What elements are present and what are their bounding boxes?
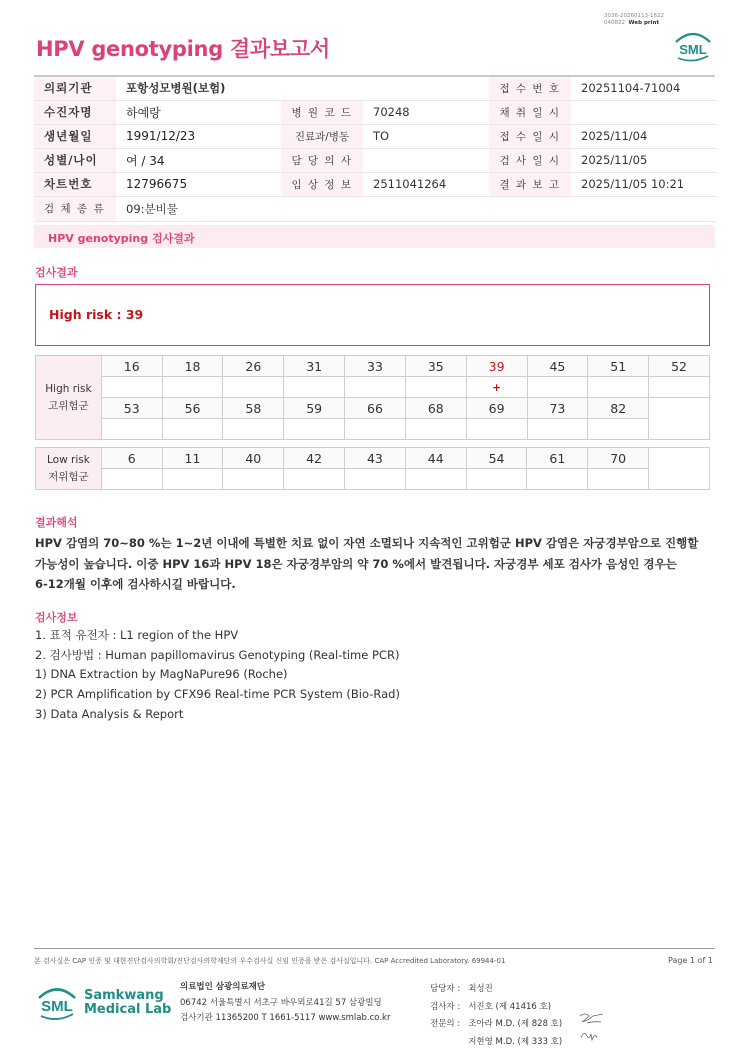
genotype-cell-positive: 39 [466, 356, 527, 377]
interpretation-heading: 결과해석 [35, 516, 78, 529]
document-code [604, 13, 664, 27]
staff-list [428, 980, 564, 1052]
sml-logo [672, 26, 714, 62]
document-code-number: 040822 [604, 20, 625, 26]
genotype-cell: 35 [405, 356, 466, 377]
low-risk-label [36, 448, 102, 490]
genotype-cell: 40 [223, 448, 284, 469]
genotype-cell: 16 [101, 356, 162, 377]
result-cell [527, 377, 588, 398]
test-date-value: 2025/11/05 [571, 148, 715, 172]
staff-name: 지현영 M.D. (제 333 호) [468, 1036, 563, 1047]
staff-role [430, 1035, 466, 1051]
result-cell [466, 469, 527, 490]
lab-name-line2: Medical Lab [84, 1002, 172, 1017]
document-code-line2 [604, 20, 664, 27]
genotype-cell: 43 [345, 448, 406, 469]
sml-footer-logo [36, 981, 78, 1021]
staff-role: 담당자 : [430, 984, 461, 994]
method-line: 2) PCR Amplification by CFX96 Real-time PCR System (Bio-Rad) [35, 687, 400, 702]
dob-label: 생년월일 [34, 124, 116, 148]
sex-age-value: 여 / 34 [116, 148, 281, 172]
result-cell [345, 419, 406, 440]
result-cell [223, 469, 284, 490]
clinical-value: 2511041264 [363, 172, 489, 196]
genotype-cell: 51 [588, 356, 649, 377]
method-heading: 검사정보 [35, 611, 78, 624]
result-cell [162, 419, 223, 440]
result-cell [101, 419, 162, 440]
result-cell [588, 419, 649, 440]
staff-role: 전문의 : [430, 1019, 461, 1029]
method-line: 3) Data Analysis & Report [35, 706, 184, 721]
name-value: 하예랑 [116, 100, 281, 124]
collect-date-label: 채 취 일 시 [489, 100, 571, 124]
genotype-cell: 54 [466, 448, 527, 469]
receipt-date-value: 2025/11/04 [571, 124, 715, 148]
result-cell [527, 469, 588, 490]
method-line: 2. 검사방법 : Human papillomavirus Genotyping (Real-time PCR) [35, 647, 400, 662]
sex-age-label: 성별/나이 [34, 148, 116, 172]
result-heading: 검사결과 [35, 266, 78, 279]
result-cell [284, 377, 345, 398]
dept-label: 진료과/병동 [281, 124, 363, 148]
genotype-cell: 18 [162, 356, 223, 377]
specimen-value: 09:분비물 [116, 196, 715, 221]
doctor-value [363, 148, 489, 172]
high-risk-label [36, 356, 102, 440]
interpretation-text [35, 533, 715, 595]
lab-name-line1: Samkwang [84, 988, 164, 1003]
genotype-cell: 45 [527, 356, 588, 377]
genotype-cell: 44 [405, 448, 466, 469]
staff-name: 조아라 M.D. (제 828 호) [468, 1019, 563, 1029]
genotype-cell: 70 [588, 448, 649, 469]
genotype-cell: 59 [284, 398, 345, 419]
collect-date-value [571, 100, 715, 124]
result-cell [405, 377, 466, 398]
result-cell [588, 377, 649, 398]
section-title-bar: HPV genotyping 검사결과 [34, 225, 715, 248]
patient-info-table [34, 75, 715, 222]
lab-name [84, 989, 171, 1017]
result-cell [588, 469, 649, 490]
genotype-cell: 69 [466, 398, 527, 419]
genotype-cell: 6 [101, 448, 162, 469]
result-cell [223, 377, 284, 398]
report-title: HPV genotyping 결과보고서 [36, 37, 330, 61]
high-risk-label-ko: 고위험군 [48, 399, 89, 412]
result-box [35, 284, 710, 346]
genotype-cell: 61 [527, 448, 588, 469]
client-label: 의뢰기관 [34, 76, 116, 100]
result-cell [284, 419, 345, 440]
corporation-address: 06742 서울특별시 서초구 바우뫼로41길 57 삼광빌딩 [180, 997, 382, 1008]
document-code-line1: 3036-20260113-1622 [604, 13, 664, 19]
staff-name: 서진호 (제 41416 호) [468, 1001, 552, 1012]
doctor-label: 담 당 의 사 [281, 148, 363, 172]
staff-role: 검사자 : [430, 1001, 461, 1012]
sml-logo-text: SML [679, 42, 707, 57]
sml-footer-logo-text: SML [41, 998, 73, 1015]
genotype-cell-empty [649, 398, 710, 440]
method-list [35, 626, 400, 725]
genotype-cell: 31 [284, 356, 345, 377]
result-cell [162, 377, 223, 398]
hospital-code-label: 병 원 코 드 [281, 100, 363, 124]
receipt-no-label: 접 수 번 호 [489, 76, 571, 100]
genotype-cell: 58 [223, 398, 284, 419]
signature-2 [577, 1026, 607, 1044]
interpretation-line: 가능성이 높습니다. 이중 HPV 16과 HPV 18은 자궁경부암의 약 70 %에서 발견됩니다. 자궁경부 세포 검사가 음성인 경우는 [35, 556, 677, 571]
name-label: 수진자명 [34, 100, 116, 124]
corporation-name: 의료법인 삼광의료재단 [180, 982, 266, 992]
client-value: 포항성모병원(보험) [116, 76, 489, 100]
genotype-cell: 11 [162, 448, 223, 469]
genotype-cell: 68 [405, 398, 466, 419]
positive-mark: + [466, 377, 527, 398]
result-cell [284, 469, 345, 490]
method-line: 1) DNA Extraction by MagNaPure96 (Roche) [35, 667, 288, 682]
method-line: 1. 표적 유전자 : L1 region of the HPV [35, 628, 239, 642]
genotype-cell: 82 [588, 398, 649, 419]
dept-value: TO [363, 124, 489, 148]
footer-divider [34, 948, 715, 949]
result-cell [162, 469, 223, 490]
result-cell [405, 469, 466, 490]
genotype-cell: 33 [345, 356, 406, 377]
low-risk-label-en: Low risk [47, 453, 90, 466]
high-risk-label-en: High risk [45, 382, 92, 395]
result-text: High risk : 39 [49, 307, 144, 322]
result-cell [101, 469, 162, 490]
test-date-label: 검 사 일 시 [489, 148, 571, 172]
interpretation-line: 6-12개월 이후에 검사하시길 바랍니다. [35, 577, 236, 591]
dob-value: 1991/12/23 [116, 124, 281, 148]
genotype-cell: 42 [284, 448, 345, 469]
genotype-cell: 66 [345, 398, 406, 419]
low-risk-label-ko: 저위험군 [48, 470, 89, 483]
genotype-cell: 73 [527, 398, 588, 419]
result-cell [466, 419, 527, 440]
result-cell [223, 419, 284, 440]
result-cell [649, 377, 710, 398]
corporation-info [180, 980, 390, 1027]
staff-name: 최성진 [468, 984, 493, 994]
receipt-no-value: 20251104-71004 [571, 76, 715, 100]
result-cell [101, 377, 162, 398]
chart-no-label: 차트번호 [34, 172, 116, 196]
report-date-value: 2025/11/05 10:21 [571, 172, 715, 196]
hospital-code-value: 70248 [363, 100, 489, 124]
result-cell [345, 377, 406, 398]
web-print-label: Web print [628, 20, 660, 26]
specimen-label: 검 체 종 류 [34, 196, 116, 221]
genotype-cell-empty [649, 448, 710, 490]
genotype-cell: 26 [223, 356, 284, 377]
receipt-date-label: 접 수 일 시 [489, 124, 571, 148]
result-cell [405, 419, 466, 440]
report-date-label: 결 과 보 고 [489, 172, 571, 196]
genotype-cell: 52 [649, 356, 710, 377]
genotype-cell: 56 [162, 398, 223, 419]
high-risk-table [35, 355, 710, 440]
page-number: Page 1 of 1 [668, 956, 713, 965]
low-risk-table [35, 447, 710, 490]
footer-accreditation-note: 본 검사실은 CAP 인증 및 대한진단검사의학회/진단검사의학재단의 우수검사실 신임 인증을 받은 검사실입니다. CAP Accredited Laboratory. 69944-01 [34, 957, 506, 965]
genotype-cell: 53 [101, 398, 162, 419]
chart-no-value: 12796675 [116, 172, 281, 196]
interpretation-line: HPV 감염의 70~80 %는 1~2년 이내에 특별한 치료 없이 자연 소멸되나 지속적인 고위험군 HPV 감염은 자궁경부암으로 진행할 [35, 536, 699, 550]
result-cell [527, 419, 588, 440]
result-cell [345, 469, 406, 490]
clinical-label: 임 상 정 보 [281, 172, 363, 196]
corporation-contact: 검사기관 11365200 T 1661-5117 www.smlab.co.kr [180, 1013, 391, 1023]
